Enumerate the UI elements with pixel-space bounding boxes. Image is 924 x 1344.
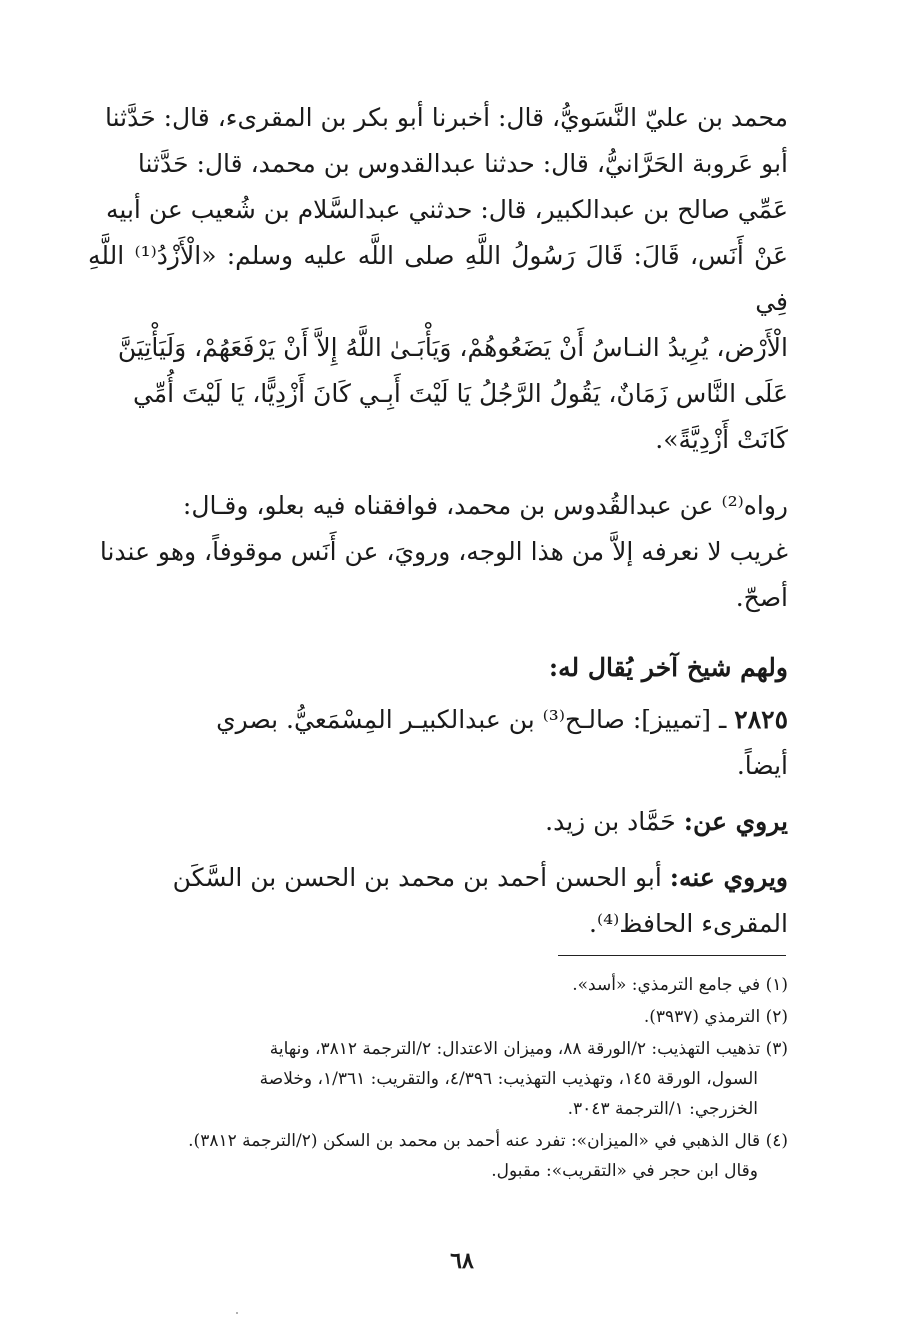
section-heading: ولهم شيخ آخر يُقال له: — [548, 653, 788, 682]
footnote-line: السول، الورقة ١٤٥، وتهذيب التهذيب: ٤/٣٩٦، والتقريب: ١/٣٦١، وخلاصة — [259, 1069, 758, 1089]
footnotes — [96, 970, 788, 1188]
entry-dash: ـ — [711, 705, 735, 734]
text-line: عَنْ أَنَس، قَالَ: قَالَ رَسُولُ اللَّهِ صلى اللَّه عليه وسلم: «الْأَزْدُ⁽¹⁾ اللَّهِ فِي — [88, 241, 788, 316]
footnote-line: (٢) الترمذي (٣٩٣٧). — [643, 1007, 788, 1027]
narrated-by-text: أبو الحسن أحمد بن محمد بن الحسن بن السَّكَن — [172, 863, 670, 892]
text-line: رواه⁽²⁾ عن عبدالقُدوس بن محمد، فوافقناه فيه بعلو، وقـال: — [182, 491, 788, 520]
narrated-by-label: ويروي عنه: — [669, 863, 788, 892]
footnote-divider — [558, 955, 786, 956]
text-line: الْأَرْض، يُرِيدُ النـاسُ أَنْ يَضَعُوهُمْ، وَيَأْبَـىٰ اللَّهُ إِلاَّ أَنْ يَرْفَعَهُمْ، وَلَيَأْتِيَنَّ — [117, 333, 788, 362]
page-body — [88, 95, 788, 947]
narrated-by-line — [88, 855, 788, 901]
entry-number: ٢٨٢٥ — [734, 705, 788, 734]
narrates-from-text: حَمَّاد بن زيد. — [545, 807, 684, 836]
text-line: محمد بن عليّ النَّسَويُّ، قال: أخبرنا أبو بكر بن المقرىء، قال: حَدَّثنا — [104, 103, 788, 132]
text-line: عَمِّي صالح بن عبدالكبير، قال: حدثني عبدالسَّلام بن شُعيب عن أبيه — [106, 195, 788, 224]
text-line: كَانَتْ أَزْدِيَّةً». — [655, 425, 788, 454]
footnote-1 — [96, 970, 788, 1000]
entry-line-2: أيضاً. — [736, 751, 788, 780]
text-line: غريب لا نعرفه إلاَّ من هذا الوجه، ورويَ، عن أَنَس موقوفاً، وهو عندنا — [99, 537, 788, 566]
text-line: أصحّ. — [735, 583, 788, 612]
entry-text: [تمييز]: صالـح⁽³⁾ بن عبدالكبيـر المِسْمَعيُّ. بصري — [216, 705, 712, 734]
footnote-4 — [96, 1126, 788, 1186]
main-text — [88, 95, 788, 947]
footnote-line: (٣) تذهيب التهذيب: ٢/الورقة ٨٨، وميزان الاعتدال: ٢/الترجمة ٣٨١٢، ونهاية — [269, 1039, 788, 1059]
page-number: ٦٨ — [450, 1248, 474, 1274]
narrates-from-label: يروي عن: — [683, 807, 788, 836]
footnote-3 — [96, 1034, 788, 1124]
entry-line — [88, 697, 788, 743]
footnote-line: الخزرجي: ١/الترجمة ٣٠٤٣. — [567, 1099, 758, 1119]
paragraph-hadith — [88, 95, 788, 463]
footnote-line: (١) في جامع الترمذي: «أسد». — [572, 975, 788, 995]
footnote-line: (٤) قال الذهبي في «الميزان»: تفرد عنه أحمد بن محمد بن السكن (٢/الترجمة ٣٨١٢). — [188, 1131, 788, 1151]
footnote-line: وقال ابن حجر في «التقريب»: مقبول. — [491, 1161, 758, 1181]
text-line: أبو عَروبة الحَرَّانيُّ، قال: حدثنا عبدالقدوس بن محمد، قال: حَدَّثنا — [137, 149, 788, 178]
narrated-by-line-2: المقرىء الحافظ⁽⁴⁾. — [589, 909, 788, 938]
paragraph-narration — [88, 483, 788, 621]
text-line: عَلَى النَّاس زَمَانٌ، يَقُولُ الرَّجُلُ يَا لَيْتَ أَبِـي كَانَ أَزْدِيًّا، يَا لَيْتَ أُمِّي — [132, 379, 788, 408]
footnote-2 — [96, 1002, 788, 1032]
narrates-from-line — [88, 799, 788, 845]
scan-speck — [236, 1312, 238, 1314]
